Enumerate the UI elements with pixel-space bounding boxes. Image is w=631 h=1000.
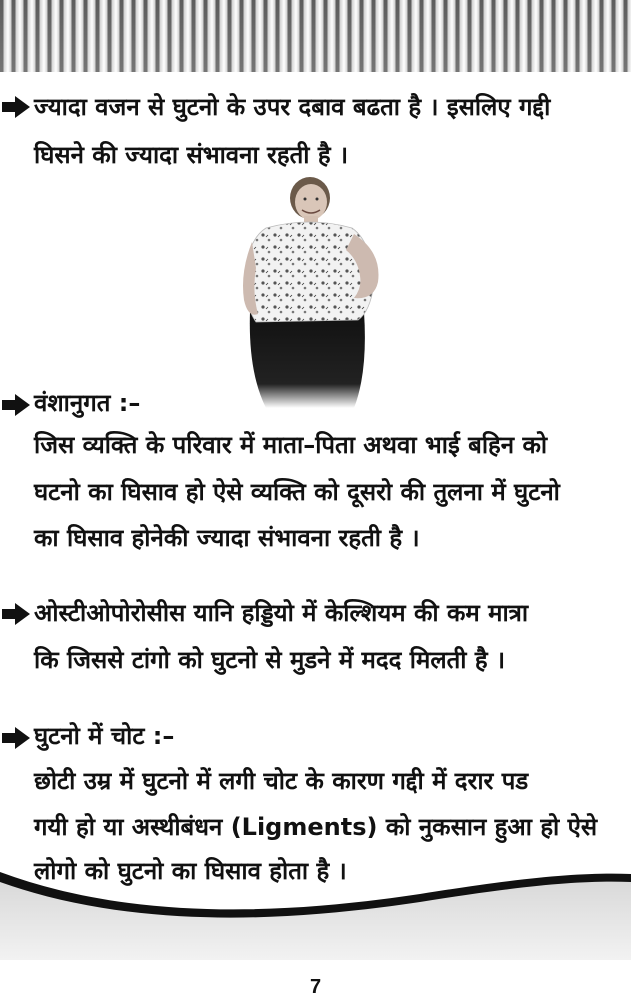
text-line: का घिसाव होनेकी ज्यादा संभावना रहती है ।: [34, 524, 420, 552]
right-arrow-icon: [2, 394, 30, 416]
right-arrow-icon: [2, 603, 30, 625]
right-arrow-icon: [2, 727, 30, 749]
text-line: कि जिससे टांगो को घुटनो से मुडने में मदद मिलती है ।: [34, 646, 506, 674]
right-arrow-icon: [2, 96, 30, 118]
footer-wave-decoration: [0, 860, 631, 960]
text-line: गयी हो या अस्थीबंधन (Ligments) को नुकसान हुआ हो ऐसे: [34, 813, 598, 841]
section-heading: वंशानुगत :–: [34, 389, 141, 417]
page-number: 7: [309, 976, 322, 998]
overweight-woman-photo: [236, 172, 384, 410]
text-line: जिस व्यक्ति के परिवार में माता–पिता अथवा भाई बहिन को: [34, 431, 548, 459]
header-stripe-overlay: [0, 0, 631, 72]
text-line: घटनो का घिसाव हो ऐसे व्यक्ति को दूसरो की तुलना में घुटनो: [34, 478, 560, 506]
text-line: ज्यादा वजन से घुटनो के उपर दबाव बढता है । इसलिए गद्दी: [34, 93, 551, 121]
section-heading: घुटनो में चोट :–: [34, 722, 175, 750]
text-line: छोटी उम्र में घुटनो में लगी चोट के कारण गद्दी में दरार पड: [34, 767, 529, 795]
text-line: लोगो को घुटनो का घिसाव होता है ।: [34, 857, 347, 885]
text-line: ओस्टीओपोरोसीस यानि हड्डियो में केल्शियम की कम मात्रा: [34, 599, 529, 627]
text-line: घिसने की ज्यादा संभावना रहती है ।: [34, 141, 349, 169]
